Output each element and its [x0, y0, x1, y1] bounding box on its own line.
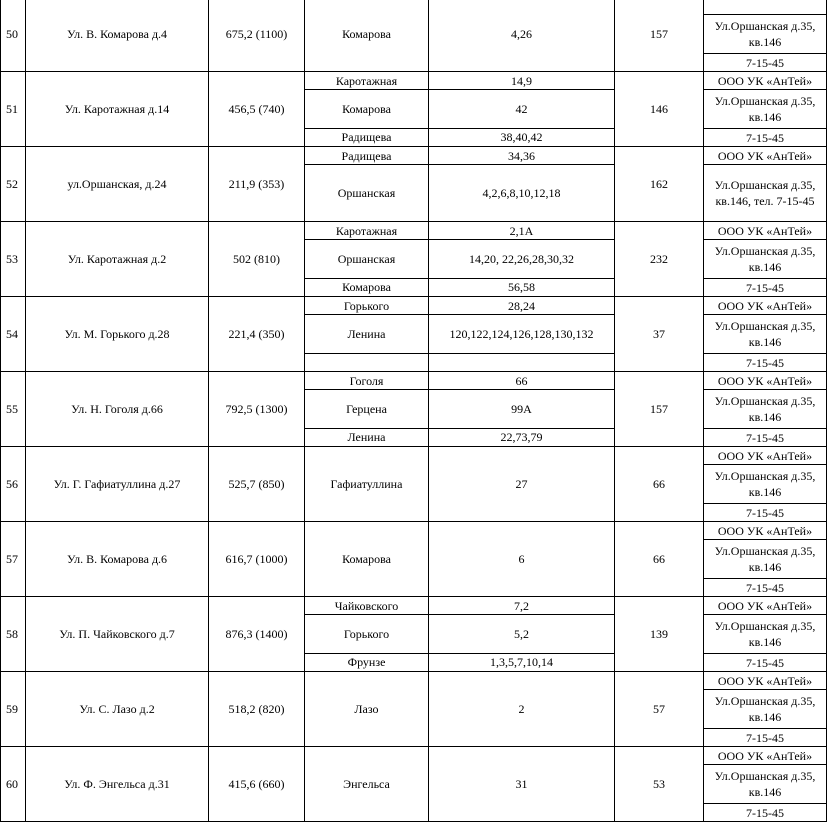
company-phone: 7-15-45: [746, 805, 784, 820]
table-row: [1, 672, 827, 747]
management-company-block: [704, 0, 826, 71]
row-number-cell: 50: [1, 0, 26, 72]
company-phone: 7-15-45: [746, 130, 784, 145]
houses-cell: 2: [429, 672, 615, 747]
street-cell: Энгельса: [305, 747, 429, 822]
street-cell: Комарова: [305, 522, 429, 597]
company-name: ООО УК «АнТей»: [704, 297, 826, 315]
street-cell: Гафиатуллина: [305, 447, 429, 522]
street-cell: Комарова: [305, 0, 429, 72]
street-cell: Лазо: [305, 672, 429, 747]
houses-cell: 66: [429, 372, 615, 390]
company-address: Ул.Оршанская д.35, кв.146: [704, 615, 826, 654]
houses-cell: 42: [429, 90, 615, 129]
houses-cell: 56,58: [429, 278, 615, 296]
management-company-cell: [704, 597, 827, 672]
company-address: Ул.Оршанская д.35, кв.146: [704, 465, 826, 504]
houses-cell: 7,2: [429, 597, 615, 615]
area-cell: 211,9 (353): [209, 147, 305, 222]
street-cell: Радищева: [305, 128, 429, 146]
table-row: [1, 597, 827, 615]
company-name: ООО УК «АнТей»: [704, 522, 826, 540]
houses-cell: 4,2,6,8,10,12,18: [429, 165, 615, 222]
row-number-cell: 60: [1, 747, 26, 822]
row-number-cell: 58: [1, 597, 26, 672]
address-cell: Ул. Каротажная д.14: [26, 72, 209, 147]
houses-cell: 14,9: [429, 72, 615, 90]
management-company-block: [704, 72, 826, 146]
area-cell: 616,7 (1000): [209, 522, 305, 597]
row-number-cell: 51: [1, 72, 26, 147]
area-cell: 456,5 (740): [209, 72, 305, 147]
count-cell: 232: [615, 222, 704, 297]
company-name: ООО УК «АнТей»: [704, 372, 826, 390]
street-cell: Чайковского: [305, 597, 429, 615]
street-cell: Каротажная: [305, 72, 429, 90]
street-cell: Ленина: [305, 428, 429, 446]
management-company-block: [704, 597, 826, 671]
street-cell: [305, 353, 429, 371]
table-row: [1, 522, 827, 597]
houses-cell: 14,20, 22,26,28,30,32: [429, 240, 615, 279]
count-cell: 66: [615, 522, 704, 597]
company-address: Ул.Оршанская д.35, кв.146: [704, 540, 826, 579]
management-company-cell: [704, 72, 827, 147]
company-address: Ул.Оршанская д.35, кв.146: [704, 15, 826, 54]
houses-cell: 34,36: [429, 147, 615, 165]
company-address: Ул.Оршанская д.35, кв.146: [704, 315, 826, 354]
company-name: ООО УК «АнТей»: [704, 147, 826, 165]
area-cell: 415,6 (660): [209, 747, 305, 822]
table-row: [1, 372, 827, 390]
company-phone: 7-15-45: [746, 505, 784, 520]
area-cell: 675,2 (1100): [209, 0, 305, 72]
row-number-cell: 56: [1, 447, 26, 522]
company-name: ООО УК «АнТей»: [704, 747, 826, 765]
company-phone: 7-15-45: [746, 280, 784, 295]
row-number-cell: 52: [1, 147, 26, 222]
management-company-cell: [704, 372, 827, 447]
street-cell: Фрунзе: [305, 653, 429, 671]
table-row: [1, 0, 827, 72]
company-address: Ул.Оршанская д.35, кв.146, тел. 7-15-45: [714, 177, 816, 208]
area-cell: 525,7 (850): [209, 447, 305, 522]
company-name: ООО УК «АнТей»: [704, 222, 826, 240]
management-company-block: [704, 522, 826, 596]
company-phone: 7-15-45: [746, 55, 784, 70]
management-company-block: [704, 672, 826, 746]
housing-table-body: [1, 0, 827, 822]
table-row: [1, 747, 827, 822]
row-number-cell: 54: [1, 297, 26, 372]
company-address: Ул.Оршанская д.35, кв.146: [704, 390, 826, 429]
company-name: [704, 0, 826, 15]
houses-cell: 31: [429, 747, 615, 822]
houses-cell: 6: [429, 522, 615, 597]
address-cell: Ул. П. Чайковского д.7: [26, 597, 209, 672]
row-number-cell: 59: [1, 672, 26, 747]
street-cell: Горького: [305, 615, 429, 654]
management-company-block: [704, 447, 826, 521]
table-row: [1, 297, 827, 315]
address-cell: Ул. С. Лазо д.2: [26, 672, 209, 747]
count-cell: 157: [615, 372, 704, 447]
area-cell: 502 (810): [209, 222, 305, 297]
address-cell: ул.Оршанская, д.24: [26, 147, 209, 222]
table-row: [1, 72, 827, 90]
street-cell: Герцена: [305, 390, 429, 429]
management-company-block: [704, 147, 826, 221]
street-cell: Оршанская: [305, 165, 429, 222]
street-cell: Гоголя: [305, 372, 429, 390]
houses-cell: 5,2: [429, 615, 615, 654]
houses-cell: 120,122,124,126,128,130,132: [429, 315, 615, 354]
count-cell: 157: [615, 0, 704, 72]
row-number-cell: 55: [1, 372, 26, 447]
count-cell: 146: [615, 72, 704, 147]
houses-cell: 38,40,42: [429, 128, 615, 146]
street-cell: Комарова: [305, 90, 429, 129]
count-cell: 37: [615, 297, 704, 372]
management-company-cell: [704, 147, 827, 222]
houses-cell: [429, 353, 615, 371]
table-row: [1, 447, 827, 522]
street-cell: Комарова: [305, 278, 429, 296]
company-address: Ул.Оршанская д.35, кв.146: [704, 90, 826, 129]
management-company-block: [704, 297, 826, 371]
count-cell: 139: [615, 597, 704, 672]
houses-cell: 28,24: [429, 297, 615, 315]
count-cell: 66: [615, 447, 704, 522]
row-number-cell: 57: [1, 522, 26, 597]
houses-cell: 22,73,79: [429, 428, 615, 446]
houses-cell: 1,3,5,7,10,14: [429, 653, 615, 671]
street-cell: Ленина: [305, 315, 429, 354]
count-cell: 162: [615, 147, 704, 222]
houses-cell: 99А: [429, 390, 615, 429]
company-phone: 7-15-45: [746, 580, 784, 595]
address-cell: Ул. В. Комарова д.4: [26, 0, 209, 72]
management-company-block: [704, 372, 826, 446]
table-row: [1, 147, 827, 165]
street-cell: Горького: [305, 297, 429, 315]
area-cell: 876,3 (1400): [209, 597, 305, 672]
management-company-block: [704, 747, 826, 821]
management-company-cell: [704, 222, 827, 297]
company-address: Ул.Оршанская д.35, кв.146: [704, 690, 826, 729]
company-name: ООО УК «АнТей»: [704, 447, 826, 465]
address-cell: Ул. Ф. Энгельса д.31: [26, 747, 209, 822]
street-cell: Радищева: [305, 147, 429, 165]
management-company-cell: [704, 0, 827, 72]
company-name: ООО УК «АнТей»: [704, 597, 826, 615]
address-cell: Ул. Н. Гоголя д.66: [26, 372, 209, 447]
area-cell: 221,4 (350): [209, 297, 305, 372]
street-cell: Оршанская: [305, 240, 429, 279]
company-name: ООО УК «АнТей»: [704, 672, 826, 690]
address-cell: Ул. В. Комарова д.6: [26, 522, 209, 597]
management-company-cell: [704, 747, 827, 822]
company-phone: 7-15-45: [746, 355, 784, 370]
company-phone: 7-15-45: [746, 655, 784, 670]
address-cell: Ул. М. Горького д.28: [26, 297, 209, 372]
company-address: Ул.Оршанская д.35, кв.146: [704, 765, 826, 804]
management-company-cell: [704, 297, 827, 372]
houses-cell: 27: [429, 447, 615, 522]
company-name: ООО УК «АнТей»: [704, 72, 826, 90]
address-cell: Ул. Каротажная д.2: [26, 222, 209, 297]
company-phone: 7-15-45: [746, 430, 784, 445]
count-cell: 57: [615, 672, 704, 747]
houses-cell: 4,26: [429, 0, 615, 72]
count-cell: 53: [615, 747, 704, 822]
management-company-block: [704, 222, 826, 296]
houses-cell: 2,1А: [429, 222, 615, 240]
management-company-cell: [704, 522, 827, 597]
street-cell: Каротажная: [305, 222, 429, 240]
company-phone: 7-15-45: [746, 730, 784, 745]
company-address: Ул.Оршанская д.35, кв.146: [704, 240, 826, 279]
area-cell: 792,5 (1300): [209, 372, 305, 447]
row-number-cell: 53: [1, 222, 26, 297]
management-company-cell: [704, 447, 827, 522]
management-company-cell: [704, 672, 827, 747]
table-row: [1, 222, 827, 240]
area-cell: 518,2 (820): [209, 672, 305, 747]
address-cell: Ул. Г. Гафиатуллина д.27: [26, 447, 209, 522]
